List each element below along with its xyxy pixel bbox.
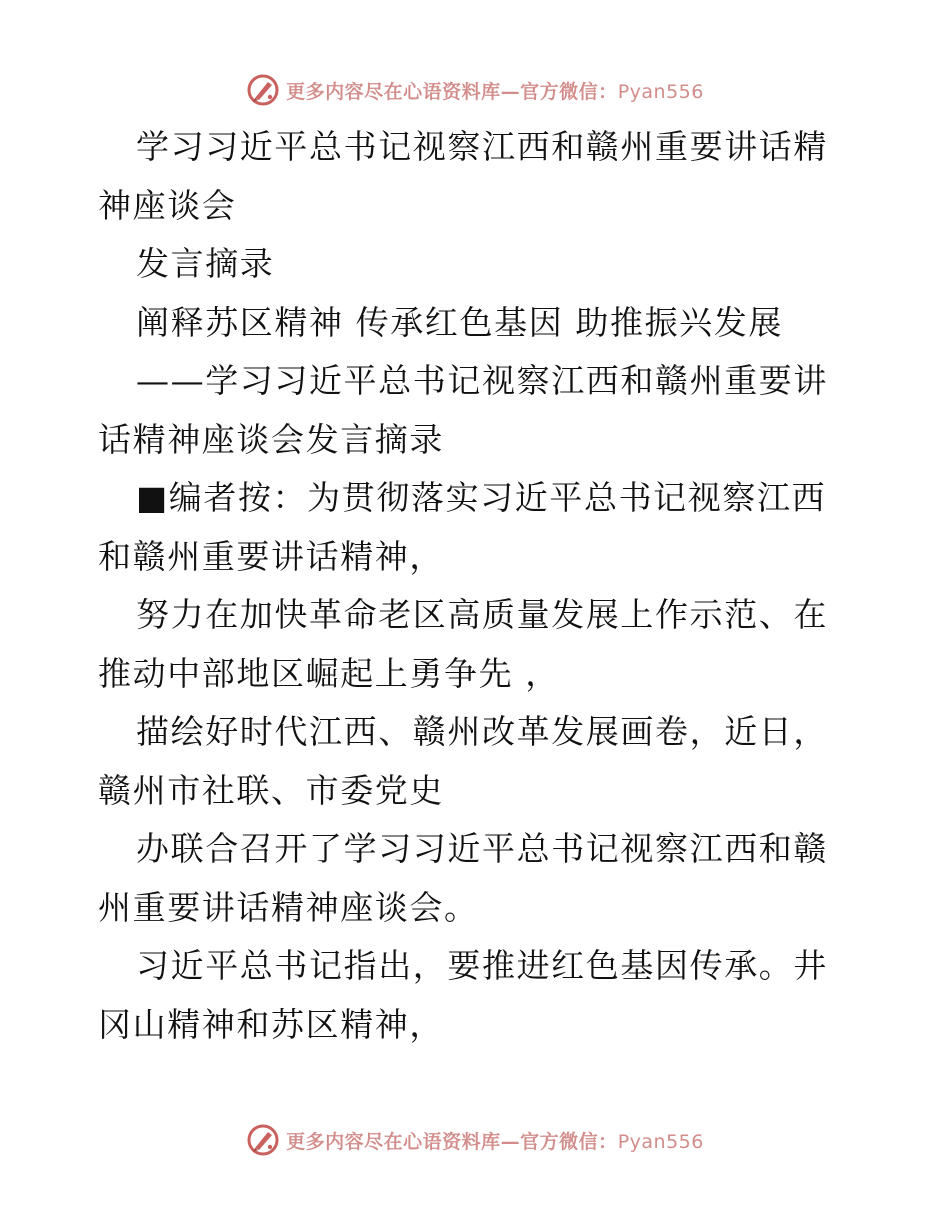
footer-watermark bbox=[0, 1120, 950, 1160]
body-paragraph: 习近平总书记指出，要推进红色基因传承。井冈山精神和苏区精神， bbox=[98, 946, 828, 1044]
watermark-text: 更多内容尽在心语资料库—官方微信：Pyan556 bbox=[286, 80, 704, 103]
body-paragraph: 描绘好时代江西、赣州改革发展画卷，近日，赣州市社联、市委党史 bbox=[98, 712, 828, 810]
doc-title-line: 学习习近平总书记视察江西和赣州重要讲话精神座谈会 bbox=[98, 127, 828, 225]
editor-note: ■编者按：为贯彻落实习近平总书记视察江西和赣州重要讲话精神， bbox=[98, 478, 827, 576]
doc-headline-sub: ——学习习近平总书记视察江西和赣州重要讲话精神座谈会发言摘录 bbox=[98, 361, 828, 459]
body-paragraph: 办联合召开了学习习近平总书记视察江西和赣州重要讲话精神座谈会。 bbox=[98, 829, 828, 927]
document-body bbox=[98, 118, 858, 1054]
header-watermark bbox=[0, 70, 950, 110]
watermark-text: 更多内容尽在心语资料库—官方微信：Pyan556 bbox=[286, 1130, 704, 1153]
quill-pen-logo-icon bbox=[246, 1123, 280, 1157]
doc-subtitle-line: 发言摘录 bbox=[136, 244, 275, 283]
body-paragraph: 努力在加快革命老区高质量发展上作示范、在推动中部地区崛起上勇争先 ， bbox=[98, 595, 828, 693]
quill-pen-logo-icon bbox=[246, 73, 280, 107]
wechat-id: Pyan556 bbox=[617, 1130, 704, 1153]
wechat-id: Pyan556 bbox=[617, 80, 704, 103]
doc-headline: 阐释苏区精神 传承红色基因 助推振兴发展 bbox=[136, 302, 783, 342]
